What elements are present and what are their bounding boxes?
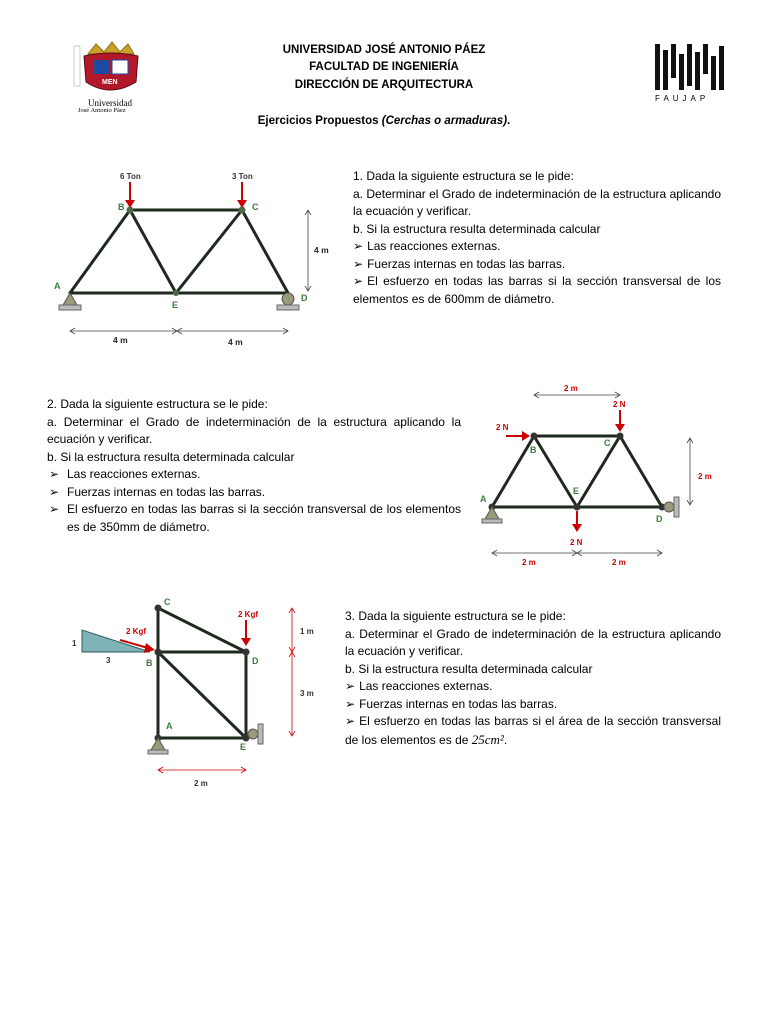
span-dimension xyxy=(492,550,662,556)
roller-support-e-icon xyxy=(248,724,263,744)
load-arrow-top-icon xyxy=(615,410,625,432)
node-e: E xyxy=(172,300,179,310)
list-item: ➢ Las reacciones externas. xyxy=(345,679,493,693)
bullet-arrow-icon: ➢ xyxy=(345,696,356,711)
member-cd xyxy=(158,608,246,652)
load-arrow-c-icon xyxy=(237,182,247,208)
pin-support-a-icon xyxy=(59,293,81,310)
member-ec xyxy=(176,210,242,293)
exercise-1-title: 1. Dada la siguiente estructura se le pide: xyxy=(353,169,574,183)
node-a: A xyxy=(480,494,487,504)
barcode-logo-icon xyxy=(655,44,725,92)
top-dim-label: 2 m xyxy=(564,384,578,393)
list-item: ➢ Fuerzas internas en todas las barras. xyxy=(47,484,461,502)
height-dimension xyxy=(305,210,311,291)
bullet-arrow-icon: ➢ xyxy=(345,714,356,728)
member-ab xyxy=(492,436,534,507)
svg-text:MEN: MEN xyxy=(102,79,118,86)
list-item: ➢ Las reacciones externas. xyxy=(47,466,461,484)
bullet-arrow-icon: ➢ xyxy=(353,239,364,253)
node-d: D xyxy=(301,293,308,303)
load-b-label: 2 Kgf xyxy=(126,627,146,636)
bullet-arrow-icon: ➢ xyxy=(49,467,60,481)
node-c: C xyxy=(604,438,611,448)
pin-support-a-icon xyxy=(482,507,502,523)
node-b: B xyxy=(146,658,153,668)
node-c: C xyxy=(252,202,259,212)
faculty-name: FACULTAD DE INGENIERÍA xyxy=(309,61,459,73)
span-left-label: 2 m xyxy=(522,558,536,567)
exercise-3-part-b: b. Si la estructura resulta determinada calcular xyxy=(345,661,593,676)
exercise-2-text xyxy=(47,396,461,536)
list-item: ➢ Fuerzas internas en todas las barras. xyxy=(345,696,558,711)
span-right-label: 4 m xyxy=(228,337,243,347)
load-d-label: 2 Kgf xyxy=(238,610,258,619)
exercise-3-part-a: a. Determinar el Grado de indeterminación de la estructura aplicando la ecuación y verificar. xyxy=(345,626,721,658)
faujap-text: FAUJAP xyxy=(655,94,710,103)
pin-support-a-icon xyxy=(148,738,168,754)
slope-v-label: 1 xyxy=(72,639,77,648)
node-a: A xyxy=(166,721,173,731)
span-left-label: 4 m xyxy=(113,335,128,345)
exercise-2-part-a: a. Determinar el Grado de indeterminación de la estructura aplicando la ecuación y verificar. xyxy=(47,414,461,446)
bullet-arrow-icon: ➢ xyxy=(353,256,364,271)
node-e: E xyxy=(573,486,580,496)
node-d: D xyxy=(252,656,259,666)
node-a: A xyxy=(54,281,61,291)
truss-diagram-1 xyxy=(48,168,338,352)
truss-diagram-3 xyxy=(68,594,330,794)
node-c: C xyxy=(164,597,171,607)
vertical-dimension xyxy=(289,608,295,736)
load-bottom-label: 2 N xyxy=(570,538,583,547)
height-label: 2 m xyxy=(698,472,712,481)
load-c-label: 3 Ton xyxy=(232,172,253,181)
node-e: E xyxy=(240,742,247,752)
list-item: ➢ El esfuerzo en todas las barras si la sección transversal de los elementos es de 600mm de diámetro. xyxy=(353,274,721,306)
member-be xyxy=(534,436,580,507)
truss-diagram-2 xyxy=(474,380,724,570)
height-label: 4 m xyxy=(314,245,329,255)
span-right-label: 2 m xyxy=(612,558,626,567)
load-arrow-left-icon xyxy=(506,431,530,441)
load-top-label: 2 N xyxy=(613,400,626,409)
logo-caption-2: José Antonio Páez xyxy=(78,107,126,114)
dim-bottom-label: 3 m xyxy=(300,689,314,698)
load-b-label: 6 Ton xyxy=(120,172,141,181)
exercise-3-text xyxy=(345,608,721,749)
exercise-2-part-b: b. Si la estructura resulta determinada calcular xyxy=(47,449,295,464)
load-arrow-b-icon xyxy=(125,182,135,208)
page-subtitle: Ejercicios Propuestos (Cerchas o armaduras). xyxy=(257,115,511,127)
roller-support-d-icon xyxy=(277,293,299,310)
list-item: ➢ El esfuerzo en todas las barras si la sección transversal de los elementos es de 350mm de diámetro. xyxy=(49,502,461,534)
span-dimension xyxy=(158,767,246,773)
exercise-1-part-b: b. Si la estructura resulta determinada calcular xyxy=(353,221,601,236)
faujap-logo xyxy=(655,44,725,106)
bullet-arrow-icon: ➢ xyxy=(49,502,60,516)
exercise-1-part-a: a. Determinar el Grado de indeterminación de la estructura aplicando la ecuación y verificar. xyxy=(353,186,721,218)
member-cd xyxy=(242,210,288,293)
area-value: 25cm² xyxy=(471,731,504,747)
node-d: D xyxy=(656,514,663,524)
direction-name: DIRECCIÓN DE ARQUITECTURA xyxy=(294,79,474,91)
load-arrow-bottom-icon xyxy=(572,511,582,532)
dim-top-label: 1 m xyxy=(300,627,314,636)
member-be xyxy=(130,210,176,293)
bullet-arrow-icon: ➢ xyxy=(49,484,60,499)
list-item: ➢ Fuerzas internas en todas las barras. xyxy=(353,256,566,271)
span-dimension xyxy=(70,328,288,334)
slope-h-label: 3 xyxy=(106,656,111,665)
node-b: B xyxy=(118,202,125,212)
load-arrow-d-icon xyxy=(241,620,251,646)
university-name: UNIVERSIDAD JOSÉ ANTONIO PÁEZ xyxy=(282,44,486,56)
height-dimension xyxy=(687,438,693,505)
exercise-2-title: 2. Dada la siguiente estructura se le pide: xyxy=(47,397,268,411)
member-ab xyxy=(70,210,130,293)
span-label: 2 m xyxy=(194,779,208,788)
bullet-arrow-icon: ➢ xyxy=(353,274,364,288)
member-cd xyxy=(620,436,662,507)
exercise-1-text xyxy=(353,168,721,308)
member-ec xyxy=(577,436,620,507)
node-b: B xyxy=(530,445,537,455)
roller-support-d-icon xyxy=(664,497,679,517)
logo-caption-1: Universidad xyxy=(88,98,132,108)
bullet-arrow-icon: ➢ xyxy=(345,679,356,693)
load-left-label: 2 N xyxy=(496,423,509,432)
exercise-3-title: 3. Dada la siguiente estructura se le pide: xyxy=(345,609,566,623)
list-item: ➢ Las reacciones externas. xyxy=(353,239,501,253)
list-item: ➢ El esfuerzo en todas las barras si el área de la sección transversal de los elementos es de 25cm². xyxy=(345,714,721,747)
university-logo xyxy=(72,40,172,116)
